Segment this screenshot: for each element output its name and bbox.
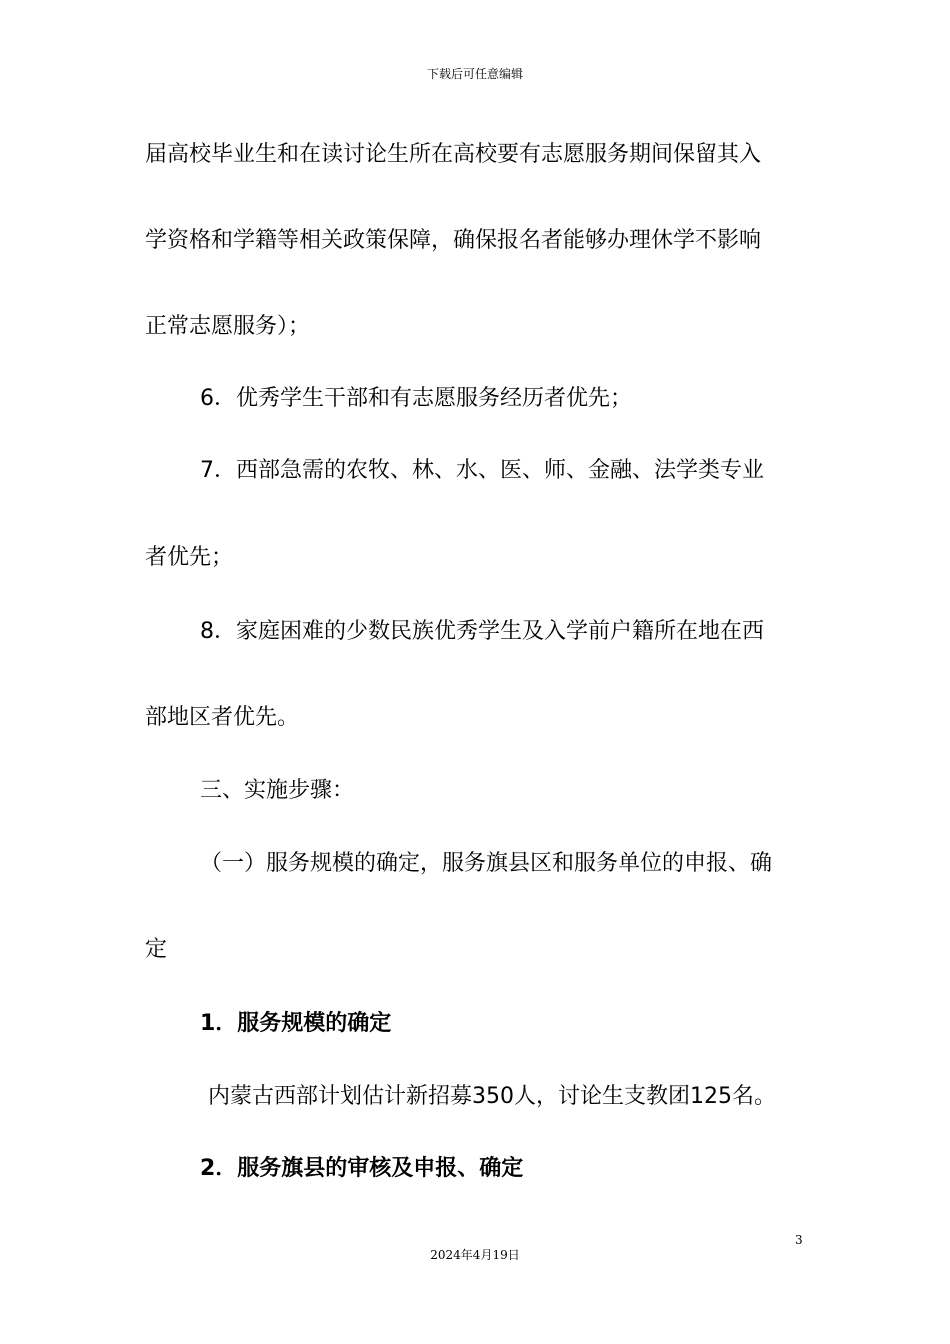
item-heading-2: 2．服务旗县的审核及申报、确定 xyxy=(200,1156,524,1181)
paragraph-line: 届高校毕业生和在读讨论生所在高校要有志愿服务期间保留其入 xyxy=(145,142,762,167)
paragraph-line: 内蒙古西部计划估计新招募350人，讨论生支教团125名。 xyxy=(208,1084,776,1109)
paragraph-line: 学资格和学籍等相关政策保障，确保报名者能够办理休学不影响 xyxy=(145,228,762,253)
footer-date: 2024年4月19日 xyxy=(430,1248,520,1262)
paragraph-line: 者优先； xyxy=(145,545,234,570)
item-heading-1: 1．服务规模的确定 xyxy=(200,1011,392,1036)
page-header: 下载后可任意编辑 xyxy=(426,67,523,81)
paragraph-line: 正常志愿服务）； xyxy=(145,314,311,339)
section-heading: 三、实施步骤： xyxy=(200,778,355,803)
subsection-heading: （一）服务规模的确定，服务旗县区和服务单位的申报、确 xyxy=(200,851,773,876)
list-item-8: 8．家庭困难的少数民族优秀学生及入学前户籍所在地在西 xyxy=(200,619,764,644)
list-item-7: 7．西部急需的农牧、林、水、医、师、金融、法学类专业 xyxy=(200,458,764,483)
list-item-6: 6．优秀学生干部和有志愿服务经历者优先； xyxy=(200,386,632,411)
page-number: 3 xyxy=(795,1233,803,1247)
paragraph-line: 部地区者优先。 xyxy=(145,705,300,730)
paragraph-line: 定 xyxy=(145,937,168,962)
